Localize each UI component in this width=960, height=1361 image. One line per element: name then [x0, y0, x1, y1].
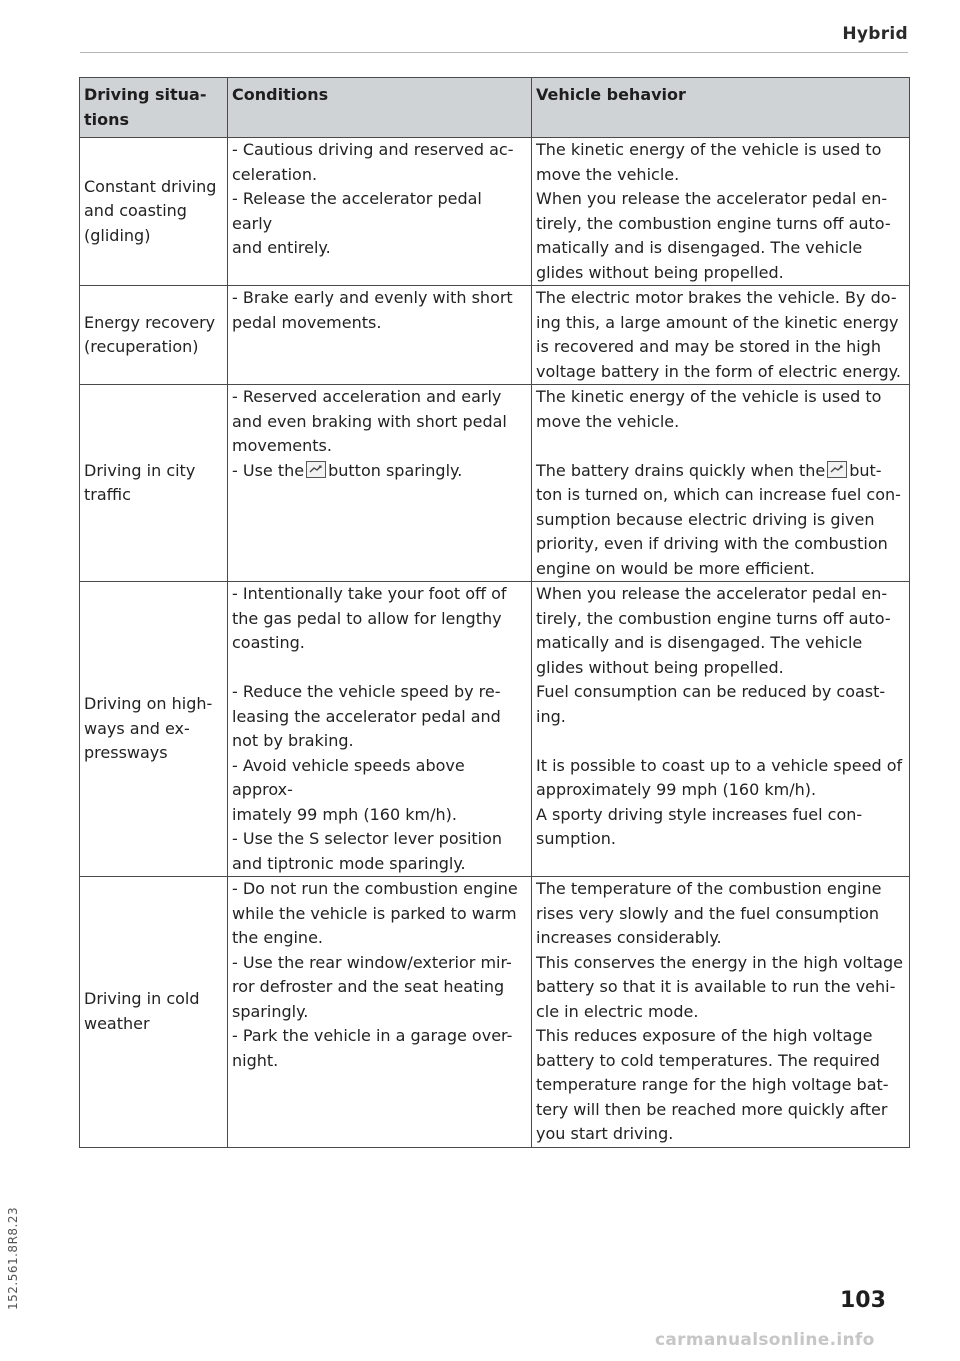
behavior-item: The kinetic energy of the vehicle is used to move the vehicle. [536, 140, 882, 184]
column-header-conditions: Conditions [228, 78, 532, 138]
condition-text: - Use the [232, 460, 305, 480]
condition-item: - Use the rear window/exterior mir- ror defroster and the seat heating sparingly. [232, 952, 512, 1021]
condition-item: - Brake early and evenly with short pedal movements. [232, 288, 513, 332]
conditions-cell [228, 582, 532, 877]
driving-situations-table [79, 77, 910, 1148]
behavior-cell [532, 877, 910, 1148]
situation-cell: Energy recovery (recuperation) [80, 286, 228, 385]
condition-text: button sparingly. [328, 460, 463, 480]
table-row [80, 138, 910, 286]
table-row [80, 385, 910, 582]
ev-mode-button-icon [827, 461, 847, 478]
behavior-item: It is possible to coast up to a vehicle speed of approximately 99 mph (160 km/h). [536, 755, 903, 799]
behavior-cell [532, 286, 910, 385]
behavior-item: The temperature of the combustion engine rises very slowly and the fuel consumption increases considerably. [536, 879, 882, 947]
condition-item: - Cautious driving and reserved ac- celeration. [232, 140, 514, 184]
behavior-item: This reduces exposure of the high voltage battery to cold temperatures. The required temperature range for the high voltage bat- tery will then be reached more quickly after you start driving. [536, 1026, 889, 1143]
behavior-text: but- ton is turned on, which can increase fuel con- sumption because electric driving is given priority, even if driving with the combustion engine on would be more efficient. [536, 460, 901, 578]
condition-item [232, 459, 527, 484]
condition-item: - Intentionally take your foot off of the gas pedal to allow for lengthy coasting. [232, 584, 507, 652]
watermark: carmanualsonline.info [655, 1330, 875, 1350]
condition-item: - Do not run the combustion engine while the vehicle is parked to warm the engine. [232, 879, 518, 947]
conditions-cell [228, 877, 532, 1148]
table-header-row [80, 78, 910, 138]
section-title: Hybrid [842, 24, 908, 44]
behavior-item: When you release the accelerator pedal en- tirely, the combustion engine turns off auto- matically and is disengaged. The vehicle glides without being propelled. [536, 584, 891, 677]
header-divider [80, 52, 908, 53]
conditions-cell [228, 286, 532, 385]
situation-cell: Driving in cold weather [80, 877, 228, 1148]
behavior-cell [532, 385, 910, 582]
conditions-cell [228, 385, 532, 582]
spacer [232, 656, 527, 681]
behavior-item: When you release the accelerator pedal en- tirely, the combustion engine turns off auto- matically and is disengaged. The vehicle glides without being propelled. [536, 189, 891, 282]
condition-item: - Park the vehicle in a garage over- night. [232, 1026, 513, 1070]
situation-cell: Driving in city traffic [80, 385, 228, 582]
condition-item: - Avoid vehicle speeds above approx- imately 99 mph (160 km/h). [232, 755, 465, 824]
table-row [80, 286, 910, 385]
behavior-cell [532, 582, 910, 877]
condition-item: - Use the S selector lever position and tiptronic mode sparingly. [232, 829, 503, 873]
behavior-cell [532, 138, 910, 286]
table-row [80, 877, 910, 1148]
behavior-item: This conserves the energy in the high voltage battery so that it is available to run the vehi- cle in electric mode. [536, 952, 903, 1021]
behavior-item [536, 459, 905, 582]
column-header-behavior: Vehicle behavior [532, 78, 910, 138]
table-row [80, 582, 910, 877]
condition-item: - Reserved acceleration and early and even braking with short pedal movements. [232, 387, 507, 455]
situation-cell: Driving on high- ways and ex- pressways [80, 582, 228, 877]
spacer [536, 729, 905, 754]
conditions-cell [228, 138, 532, 286]
behavior-item: The electric motor brakes the vehicle. By do- ing this, a large amount of the kinetic energy is recovered and may be stored in the high voltage battery in the form of electric energy. [536, 288, 901, 381]
behavior-text: The battery drains quickly when the [536, 460, 826, 480]
ev-mode-button-icon [306, 461, 326, 478]
spacer [536, 434, 905, 459]
column-header-situations: Driving situa- tions [80, 78, 228, 138]
document-code: 152.561.8R8.23 [6, 1206, 20, 1310]
situation-cell: Constant driving and coasting (gliding) [80, 138, 228, 286]
behavior-item: A sporty driving style increases fuel con- sumption. [536, 804, 863, 848]
behavior-item: The kinetic energy of the vehicle is used to move the vehicle. [536, 387, 882, 431]
condition-item: - Release the accelerator pedal early and entirely. [232, 189, 482, 257]
condition-item: - Reduce the vehicle speed by re- leasing the accelerator pedal and not by braking. [232, 682, 501, 750]
behavior-item: Fuel consumption can be reduced by coast- ing. [536, 682, 886, 726]
page-number: 103 [840, 1288, 886, 1313]
